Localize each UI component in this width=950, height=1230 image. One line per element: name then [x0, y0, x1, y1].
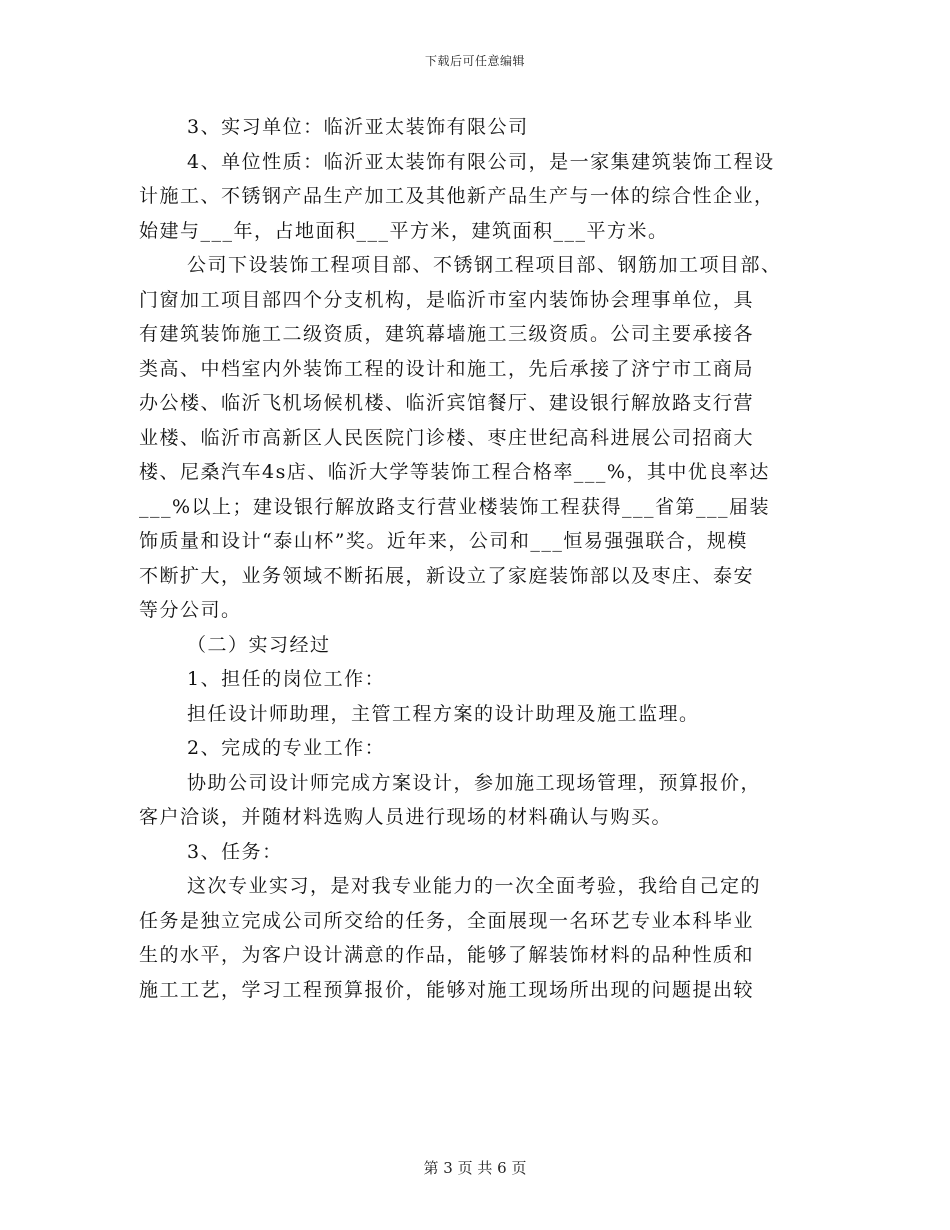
text-line: 公司下设装饰工程项目部、不锈钢工程项目部、钢筋加工项目部、: [187, 254, 782, 276]
text-line: （二）实习经过: [187, 633, 331, 656]
text-line: 任务是独立完成公司所交给的任务，全面展现一名环艺专业本科毕业: [139, 909, 755, 932]
page-header: 下载后可任意编辑: [424, 54, 525, 68]
document-body: [139, 110, 811, 1007]
text-line: ___%以上；建设银行解放路支行营业楼装饰工程获得___省第___届装: [139, 495, 771, 518]
text-line: 3、实习单位：临沂亚太装饰有限公司: [187, 116, 529, 138]
text-line: 楼、尼桑汽车4s店、临沂大学等装饰工程合格率___%，其中优良率达: [139, 461, 770, 483]
text-line: 始建与___年，占地面积___平方米，建筑面积___平方米。: [139, 219, 669, 242]
text-line: 协助公司设计师完成方案设计，参加施工现场管理，预算报价，: [187, 771, 762, 794]
text-line: 1、担任的岗位工作：: [187, 668, 386, 690]
text-line: 有建筑装饰施工二级资质，建筑幕墙施工三级资质。公司主要承接各: [139, 323, 755, 345]
text-line: 办公楼、临沂飞机场候机楼、临沂宾馆餐厅、建设银行解放路支行营: [139, 392, 755, 414]
text-line: 不断扩大，业务领域不断拓展，新设立了家庭装饰部以及枣庄、泰安: [139, 564, 755, 587]
text-line: 4、单位性质：临沂亚太装饰有限公司，是一家集建筑装饰工程设: [187, 150, 775, 173]
text-line: 业楼、临沂市高新区人民医院门诊楼、枣庄世纪高科进展公司招商大: [139, 426, 755, 449]
text-line: 类高、中档室内外装饰工程的设计和施工，先后承接了济宁市工商局: [139, 357, 755, 380]
page-footer: 第 3 页 共 6 页: [423, 1159, 527, 1177]
text-line: 等分公司。: [139, 599, 242, 621]
text-line: 计施工、不锈钢产品生产加工及其他新产品生产与一体的综合性企业，: [139, 185, 775, 207]
text-line: 饰质量和设计“泰山杯”奖。近年来，公司和___恒易强强联合，规模: [139, 530, 748, 552]
text-line: 施工工艺，学习工程预算报价，能够对施工现场所出现的问题提出较: [139, 978, 755, 1001]
text-line: 3、任务：: [187, 840, 283, 863]
text-line: 2、完成的专业工作：: [187, 737, 386, 759]
text-line: 门窗加工项目部四个分支机构，是临沂市室内装饰协会理事单位，具: [139, 288, 755, 311]
text-line: 客户洽谈，并随材料选购人员进行现场的材料确认与购买。: [139, 806, 673, 828]
text-line: 担任设计师助理，主管工程方案的设计助理及施工监理。: [187, 702, 700, 725]
text-line: 这次专业实习，是对我专业能力的一次全面考验，我给自己定的: [187, 875, 762, 897]
text-line: 生的水平，为客户设计满意的作品，能够了解装饰材料的品种性质和: [139, 944, 755, 966]
